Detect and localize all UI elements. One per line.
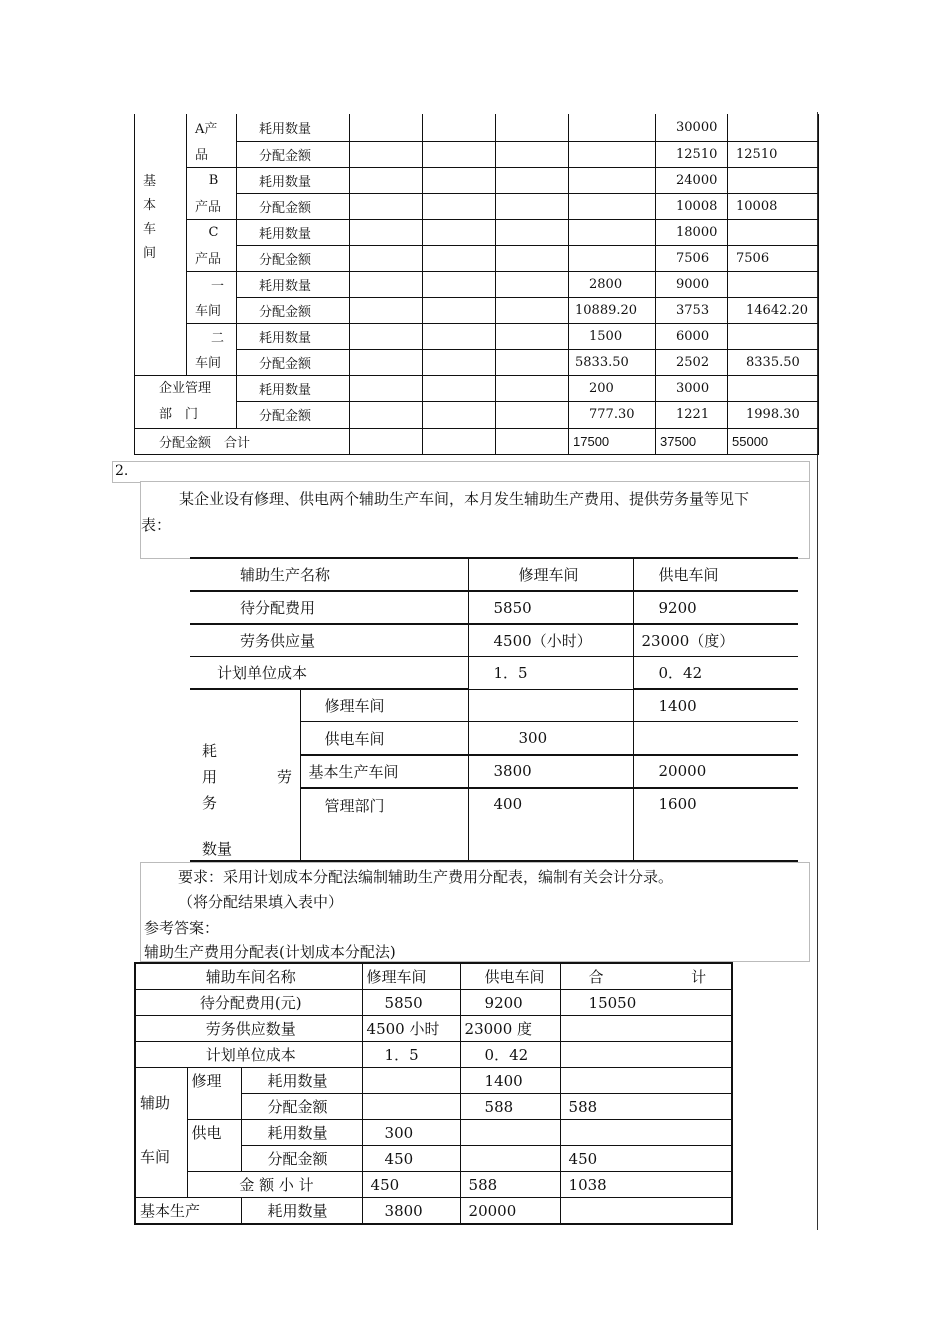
t2-sub0-label: 修理车间 [300,689,468,722]
t1-value-c5 [569,141,656,167]
t3-power-qty-total [560,1120,732,1146]
t3-repair-amt-power: 588 [460,1094,560,1120]
t1-basic-cell [135,114,187,375]
t3-basic-qty-repair: 3800 [362,1198,460,1225]
t1-item-label: 分配金额 [237,349,350,375]
t1-mgmt-item: 耗用数量 [237,375,350,402]
t2-sub3-label: 管理部门 [300,788,468,861]
t1-basic-1: 本 [143,198,157,213]
t1-value-c7 [728,219,819,245]
question-number-box [112,461,810,483]
cost-allocation-table [134,962,733,1225]
t1-mgmt-label-2: 部 门 [159,406,199,422]
t1-value-c5 [569,193,656,219]
t3-r3-total [560,1042,732,1068]
t1-value-c5: 2800 [569,271,656,297]
t3-basic-qty-power: 20000 [460,1198,560,1225]
t1-value-c7 [728,114,819,141]
t3-aux-cell [135,1068,187,1198]
t1-value-c7 [728,167,819,193]
t2-r3-power: 0．42 [633,657,798,690]
t1-mgmt-cell [135,375,237,428]
t1-empty-cell [350,349,423,375]
t1-empty-cell [496,402,569,429]
t2-r3-label: 计划单位成本 [190,657,468,690]
t2-group-c: 劳 [277,768,293,786]
t1-empty-cell [423,349,496,375]
t1-total-label: 分配金额 合计 [135,428,350,454]
t2-group-e: 数量 [202,840,233,858]
t1-value-c6: 3753 [656,297,728,323]
t1-total-c5: 17500 [569,428,656,454]
question-text-line1: 某企业设有修理、供电两个辅助生产车间，本月发生辅助生产费用、提供劳务量等见下 [179,490,750,508]
t3-r3-repair: 1．5 [362,1042,460,1068]
t1-value-c7: 14642.20 [728,297,819,323]
t1-value-c6: 7506 [656,245,728,271]
t3-power-qty-repair: 300 [362,1120,460,1146]
t3-subtotal-total: 1038 [560,1172,732,1198]
t3-basic-qty-label: 耗用数量 [241,1198,362,1225]
t2-r1-power: 9200 [633,591,798,624]
t1-empty-cell [350,193,423,219]
t1-empty-cell [496,141,569,167]
t3-r2-label: 劳务供应数量 [135,1016,362,1042]
question-number: 2. [115,463,129,479]
t3-header-repair: 修理车间 [362,963,460,990]
t2-group-b: 用 [202,768,218,786]
t1-value-c6: 30000 [656,114,728,141]
t1-empty-cell [350,375,423,402]
t3-repair-qty-label: 耗用数量 [241,1068,362,1094]
t2-group-a: 耗 [202,742,218,760]
t3-aux-a: 辅助 [140,1094,171,1112]
t3-power-amt-total: 450 [560,1146,732,1172]
requirement-line1: 要求：采用计划成本分配法编制辅助生产费用分配表，编制有关会计分录。 [178,868,674,886]
t1-basic-0: 基 [143,174,157,189]
t1-empty-cell [350,297,423,323]
t1-empty-cell [496,428,569,454]
t1-value-c7: 8335.50 [728,349,819,375]
t3-subtotal-repair: 450 [362,1172,460,1198]
t2-sub2-label: 基本生产车间 [300,755,468,788]
t1-total-c6: 37500 [656,428,728,454]
t1-item-label: 分配金额 [237,297,350,323]
t2-r2-repair: 4500（小时） [468,624,633,657]
t3-r1-label: 待分配费用(元) [135,990,362,1016]
t1-empty-cell [350,271,423,297]
t1-value-c5: 1500 [569,323,656,349]
t1-value-c6: 10008 [656,193,728,219]
t1-value-c7: 7506 [728,245,819,271]
t1-sub-label: 车间 [187,349,237,375]
t3-r1-repair: 5850 [362,990,460,1016]
t1-value-c6: 6000 [656,323,728,349]
t1-empty-cell [423,219,496,245]
t2-r1-repair: 5850 [468,591,633,624]
t3-power-qty-power [460,1120,560,1146]
t3-power-amt-label: 分配金额 [241,1146,362,1172]
t3-subtotal-power: 588 [460,1172,560,1198]
t2-sub1-power [633,722,798,755]
t1-value-c6: 18000 [656,219,728,245]
t1-mgmt-c7: 1998.30 [728,402,819,429]
t2-group-d: 务 [202,794,218,812]
t1-value-c6: 24000 [656,167,728,193]
requirement-line2: （将分配结果填入表中） [178,893,344,911]
t3-basic-qty-total [560,1198,732,1225]
t3-repair-amt-total: 588 [560,1094,732,1120]
t1-value-c6: 9000 [656,271,728,297]
t1-empty-cell [496,245,569,271]
t1-empty-cell [496,219,569,245]
t1-item-label: 分配金额 [237,193,350,219]
t1-value-c5: 10889.20 [569,297,656,323]
t3-header-total-b: 计 [691,968,707,986]
answer-label: 参考答案： [144,919,220,937]
t1-empty-cell [350,428,423,454]
t2-sub0-repair [468,689,633,722]
t2-sub3-power: 1600 [633,788,798,861]
allocation-table-top [134,114,819,455]
t2-r2-label: 劳务供应量 [190,624,468,657]
t1-empty-cell [423,428,496,454]
t3-r2-total [560,1016,732,1042]
t1-empty-cell [496,193,569,219]
t1-sub-label: C [187,219,237,245]
t2-r3-repair: 1．5 [468,657,633,690]
t3-header-power: 供电车间 [460,963,560,990]
t2-sub3-repair: 400 [468,788,633,861]
t1-sub-label: 车间 [187,297,237,323]
question-text-line2: 表： [141,516,172,534]
t2-header-name: 辅助生产名称 [190,558,468,591]
t2-sub2-power: 20000 [633,755,798,788]
t1-value-c5 [569,219,656,245]
t3-power-amt-repair: 450 [362,1146,460,1172]
t3-r3-power: 0．42 [460,1042,560,1068]
t1-empty-cell [423,141,496,167]
t1-value-c5 [569,245,656,271]
t1-basic-3: 间 [143,246,157,261]
t1-mgmt-c5: 200 [569,375,656,402]
t1-empty-cell [350,245,423,271]
t2-sub0-power: 1400 [633,689,798,722]
t1-sub-label: 一 [187,271,237,297]
t1-empty-cell [350,323,423,349]
t3-header-total-a: 合 [588,968,604,986]
t1-mgmt-c6: 3000 [656,375,728,402]
t2-header-power: 供电车间 [633,558,798,591]
t1-item-label: 分配金额 [237,245,350,271]
t3-power-label: 供电 [187,1120,241,1172]
t3-repair-amt-repair [362,1094,460,1120]
t1-value-c7: 12510 [728,141,819,167]
t3-repair-amt-label: 分配金额 [241,1094,362,1120]
t1-item-label: 耗用数量 [237,323,350,349]
service-data-table [190,557,798,862]
t1-empty-cell [423,193,496,219]
t1-sub-label: 产品 [187,245,237,271]
t1-empty-cell [423,375,496,402]
answer-table-title: 辅助生产费用分配表(计划成本分配法) [144,943,396,961]
t1-basic-2: 车 [143,222,157,237]
t1-sub-label: 产品 [187,193,237,219]
t1-empty-cell [496,167,569,193]
question-text-box [140,481,810,559]
t1-mgmt-c5: 777.30 [569,402,656,429]
t1-total-c7: 55000 [728,428,819,454]
t1-empty-cell [423,114,496,141]
t1-sub-label: 品 [187,141,237,167]
t1-mgmt-c6: 1221 [656,402,728,429]
t2-sub2-repair: 3800 [468,755,633,788]
t1-sub-label: 二 [187,323,237,349]
t1-sub-label: A产 [187,114,237,141]
t1-item-label: 耗用数量 [237,114,350,141]
t3-r2-repair: 4500 小时 [362,1016,460,1042]
t1-sub-label: B [187,167,237,193]
t1-empty-cell [350,114,423,141]
t1-value-c5: 5833.50 [569,349,656,375]
t1-empty-cell [423,402,496,429]
t1-empty-cell [423,167,496,193]
t3-basic-label: 基本生产 [135,1198,241,1225]
t3-repair-qty-power: 1400 [460,1068,560,1094]
t1-item-label: 分配金额 [237,141,350,167]
t3-power-amt-power [460,1146,560,1172]
t1-empty-cell [496,297,569,323]
t1-empty-cell [423,323,496,349]
t3-r1-power: 9200 [460,990,560,1016]
t1-empty-cell [350,402,423,429]
t3-aux-b: 车间 [140,1148,171,1166]
t3-r3-label: 计划单位成本 [135,1042,362,1068]
t1-empty-cell [496,323,569,349]
t1-empty-cell [496,271,569,297]
t1-empty-cell [350,141,423,167]
t2-r2-power: 23000（度） [633,624,798,657]
t1-value-c7 [728,323,819,349]
t1-value-c5 [569,167,656,193]
t3-repair-label: 修理 [187,1068,241,1120]
t3-header-name: 辅助车间名称 [135,963,362,990]
t1-empty-cell [496,114,569,141]
t1-item-label: 耗用数量 [237,219,350,245]
t1-empty-cell [350,219,423,245]
t3-subtotal-label: 金 额 小 计 [187,1172,362,1198]
t2-group-cell [190,689,300,861]
t1-empty-cell [496,349,569,375]
t1-mgmt-c7 [728,375,819,402]
t3-r1-total: 15050 [560,990,732,1016]
t3-repair-qty-total [560,1068,732,1094]
t2-header-repair: 修理车间 [468,558,633,591]
t1-item-label: 耗用数量 [237,271,350,297]
t1-mgmt-item: 分配金额 [237,402,350,429]
t1-empty-cell [423,271,496,297]
t1-value-c7: 10008 [728,193,819,219]
t2-r1-label: 待分配费用 [190,591,468,624]
t2-sub1-repair: 300 [468,722,633,755]
t1-mgmt-label-1: 企业管理 [159,380,212,396]
t1-value-c6: 2502 [656,349,728,375]
t1-empty-cell [350,167,423,193]
t3-power-qty-label: 耗用数量 [241,1120,362,1146]
t2-sub1-label: 供电车间 [300,722,468,755]
t1-empty-cell [423,245,496,271]
t3-r2-power: 23000 度 [460,1016,560,1042]
t1-value-c6: 12510 [656,141,728,167]
t3-repair-qty-repair [362,1068,460,1094]
t1-item-label: 耗用数量 [237,167,350,193]
t1-empty-cell [496,375,569,402]
requirement-box [140,862,810,962]
t1-empty-cell [423,297,496,323]
t1-value-c5 [569,114,656,141]
t1-value-c7 [728,271,819,297]
